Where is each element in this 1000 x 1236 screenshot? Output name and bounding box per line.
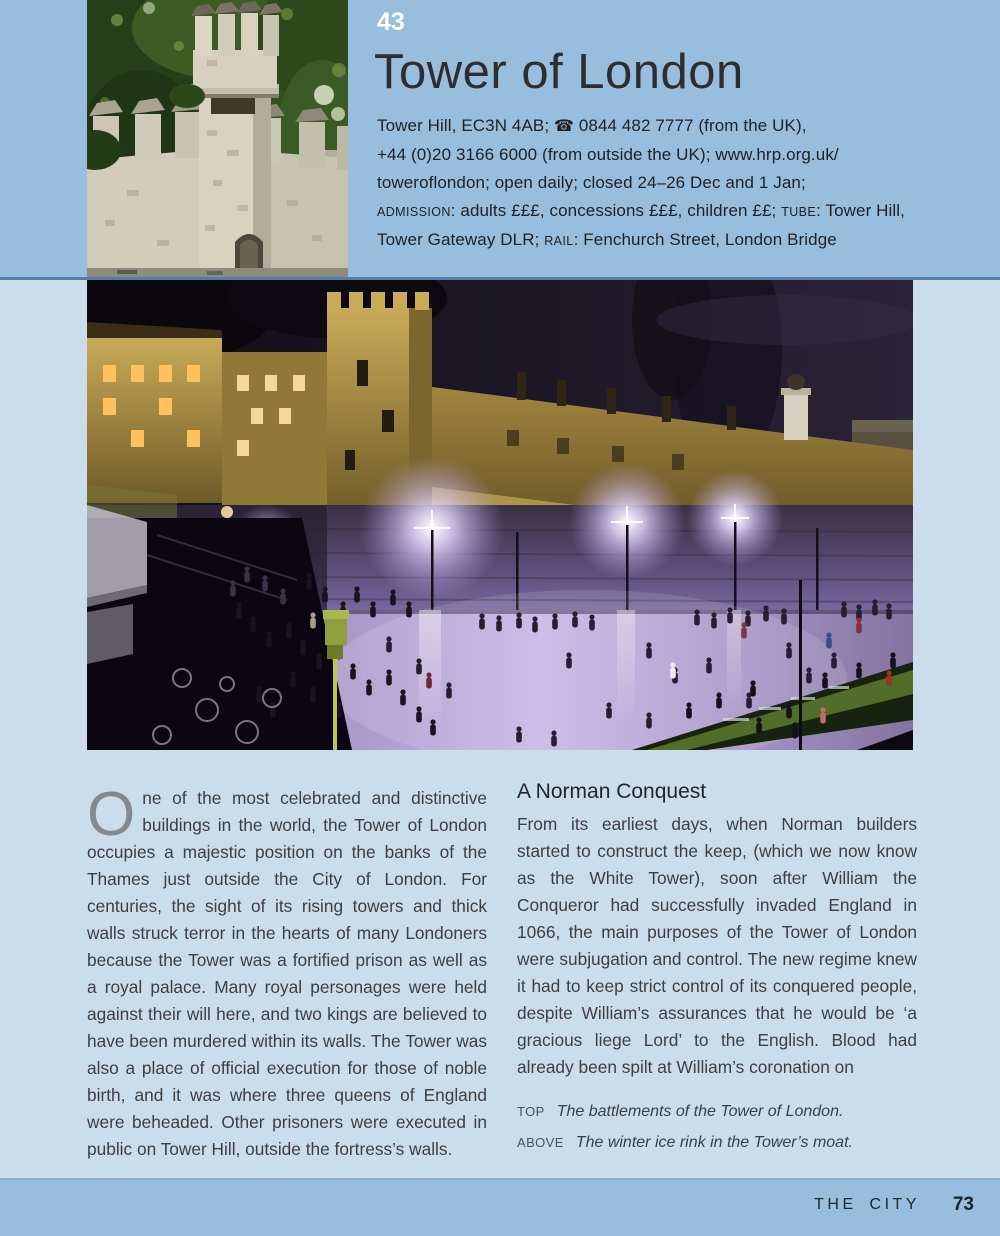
address-text: Tower Hill, EC3N 4AB; bbox=[377, 116, 554, 135]
address-text: : Tower Hill, bbox=[816, 201, 905, 220]
ice-rink-night-photo bbox=[87, 280, 913, 750]
footer-band bbox=[0, 1178, 1000, 1236]
address-text: Tower Gateway DLR; bbox=[377, 230, 545, 249]
phone-icon: ☎ bbox=[553, 118, 575, 135]
caption-above-text: The winter ice rink in the Tower’s moat. bbox=[575, 1134, 853, 1151]
left-column bbox=[87, 780, 487, 1163]
caption-top-text: The battlements of the Tower of London. bbox=[556, 1103, 844, 1120]
intro-paragraph bbox=[87, 780, 487, 1163]
address-line-3: toweroflondon; open daily; closed 24–26 Dec and 1 Jan; bbox=[377, 173, 806, 192]
address-line-2: +44 (0)20 3166 6000 (from outside the UK); www.hrp.org.uk/ bbox=[377, 145, 839, 164]
ice-rink-illustration bbox=[87, 280, 913, 750]
header-band bbox=[0, 0, 1000, 280]
norman-conquest-paragraph: From its earliest days, when Norman builders started to construct the keep, (which we now know as the White Tower), soon after William the Conqueror had successfully invaded England in 1066, the main purposes of the Tower of London were subjugation and control. The new regime knew it had to keep strict control of its conquered people, despite William’s assurances that he would be ‘a gracious liege Lord’ to the English. Blood had already been spilt at William’s coronation on bbox=[517, 814, 917, 1077]
address-line-5 bbox=[377, 226, 937, 255]
page-title: Tower of London bbox=[374, 45, 744, 99]
admission-label: ADMISSION bbox=[377, 205, 451, 219]
right-column bbox=[517, 779, 917, 1081]
tube-label: TUBE bbox=[781, 205, 817, 219]
drop-cap: O bbox=[87, 780, 136, 849]
caption-top bbox=[517, 1099, 937, 1125]
tower-battlements-illustration bbox=[87, 0, 348, 277]
photo-captions bbox=[517, 1099, 937, 1161]
caption-above bbox=[517, 1130, 937, 1156]
entry-number: 43 bbox=[377, 8, 405, 36]
footer-page-number: 73 bbox=[952, 1194, 974, 1215]
section-heading: A Norman Conquest bbox=[517, 780, 707, 803]
rail-label: RAIL bbox=[544, 234, 574, 248]
address-text: 0844 482 7777 (from the UK), bbox=[574, 116, 807, 135]
intro-text: ne of the most celebrated and distinctive buildings in the world, the Tower of London occupies a majestic position on the banks of the Thames just outside the City of London. For centuries, the sight of its rising towers and thick walls struck terror in the hearts of many Londoners because the Tower was a fortified prison as well as a royal palace. Many royal personages were held against their will here, and two kings are believed to have been murdered within its walls. The Tower was also a place of official execution for those of noble birth, and it was where three queens of England were beheaded. Other prisoners were executed in public on Tower Hill, outside the fortress’s walls. bbox=[87, 788, 487, 1159]
footer-section-label: THE CITY bbox=[814, 1196, 920, 1213]
tower-battlements-photo bbox=[87, 0, 348, 277]
address-text: : Fenchurch Street, London Bridge bbox=[573, 230, 837, 249]
caption-top-label: TOP bbox=[517, 1104, 545, 1119]
address-line-1 bbox=[377, 112, 937, 141]
address-text: : adults £££, concessions £££, children ££; bbox=[450, 201, 782, 220]
address-block bbox=[377, 112, 937, 255]
caption-above-label: ABOVE bbox=[517, 1135, 564, 1150]
address-line-4 bbox=[377, 197, 937, 226]
